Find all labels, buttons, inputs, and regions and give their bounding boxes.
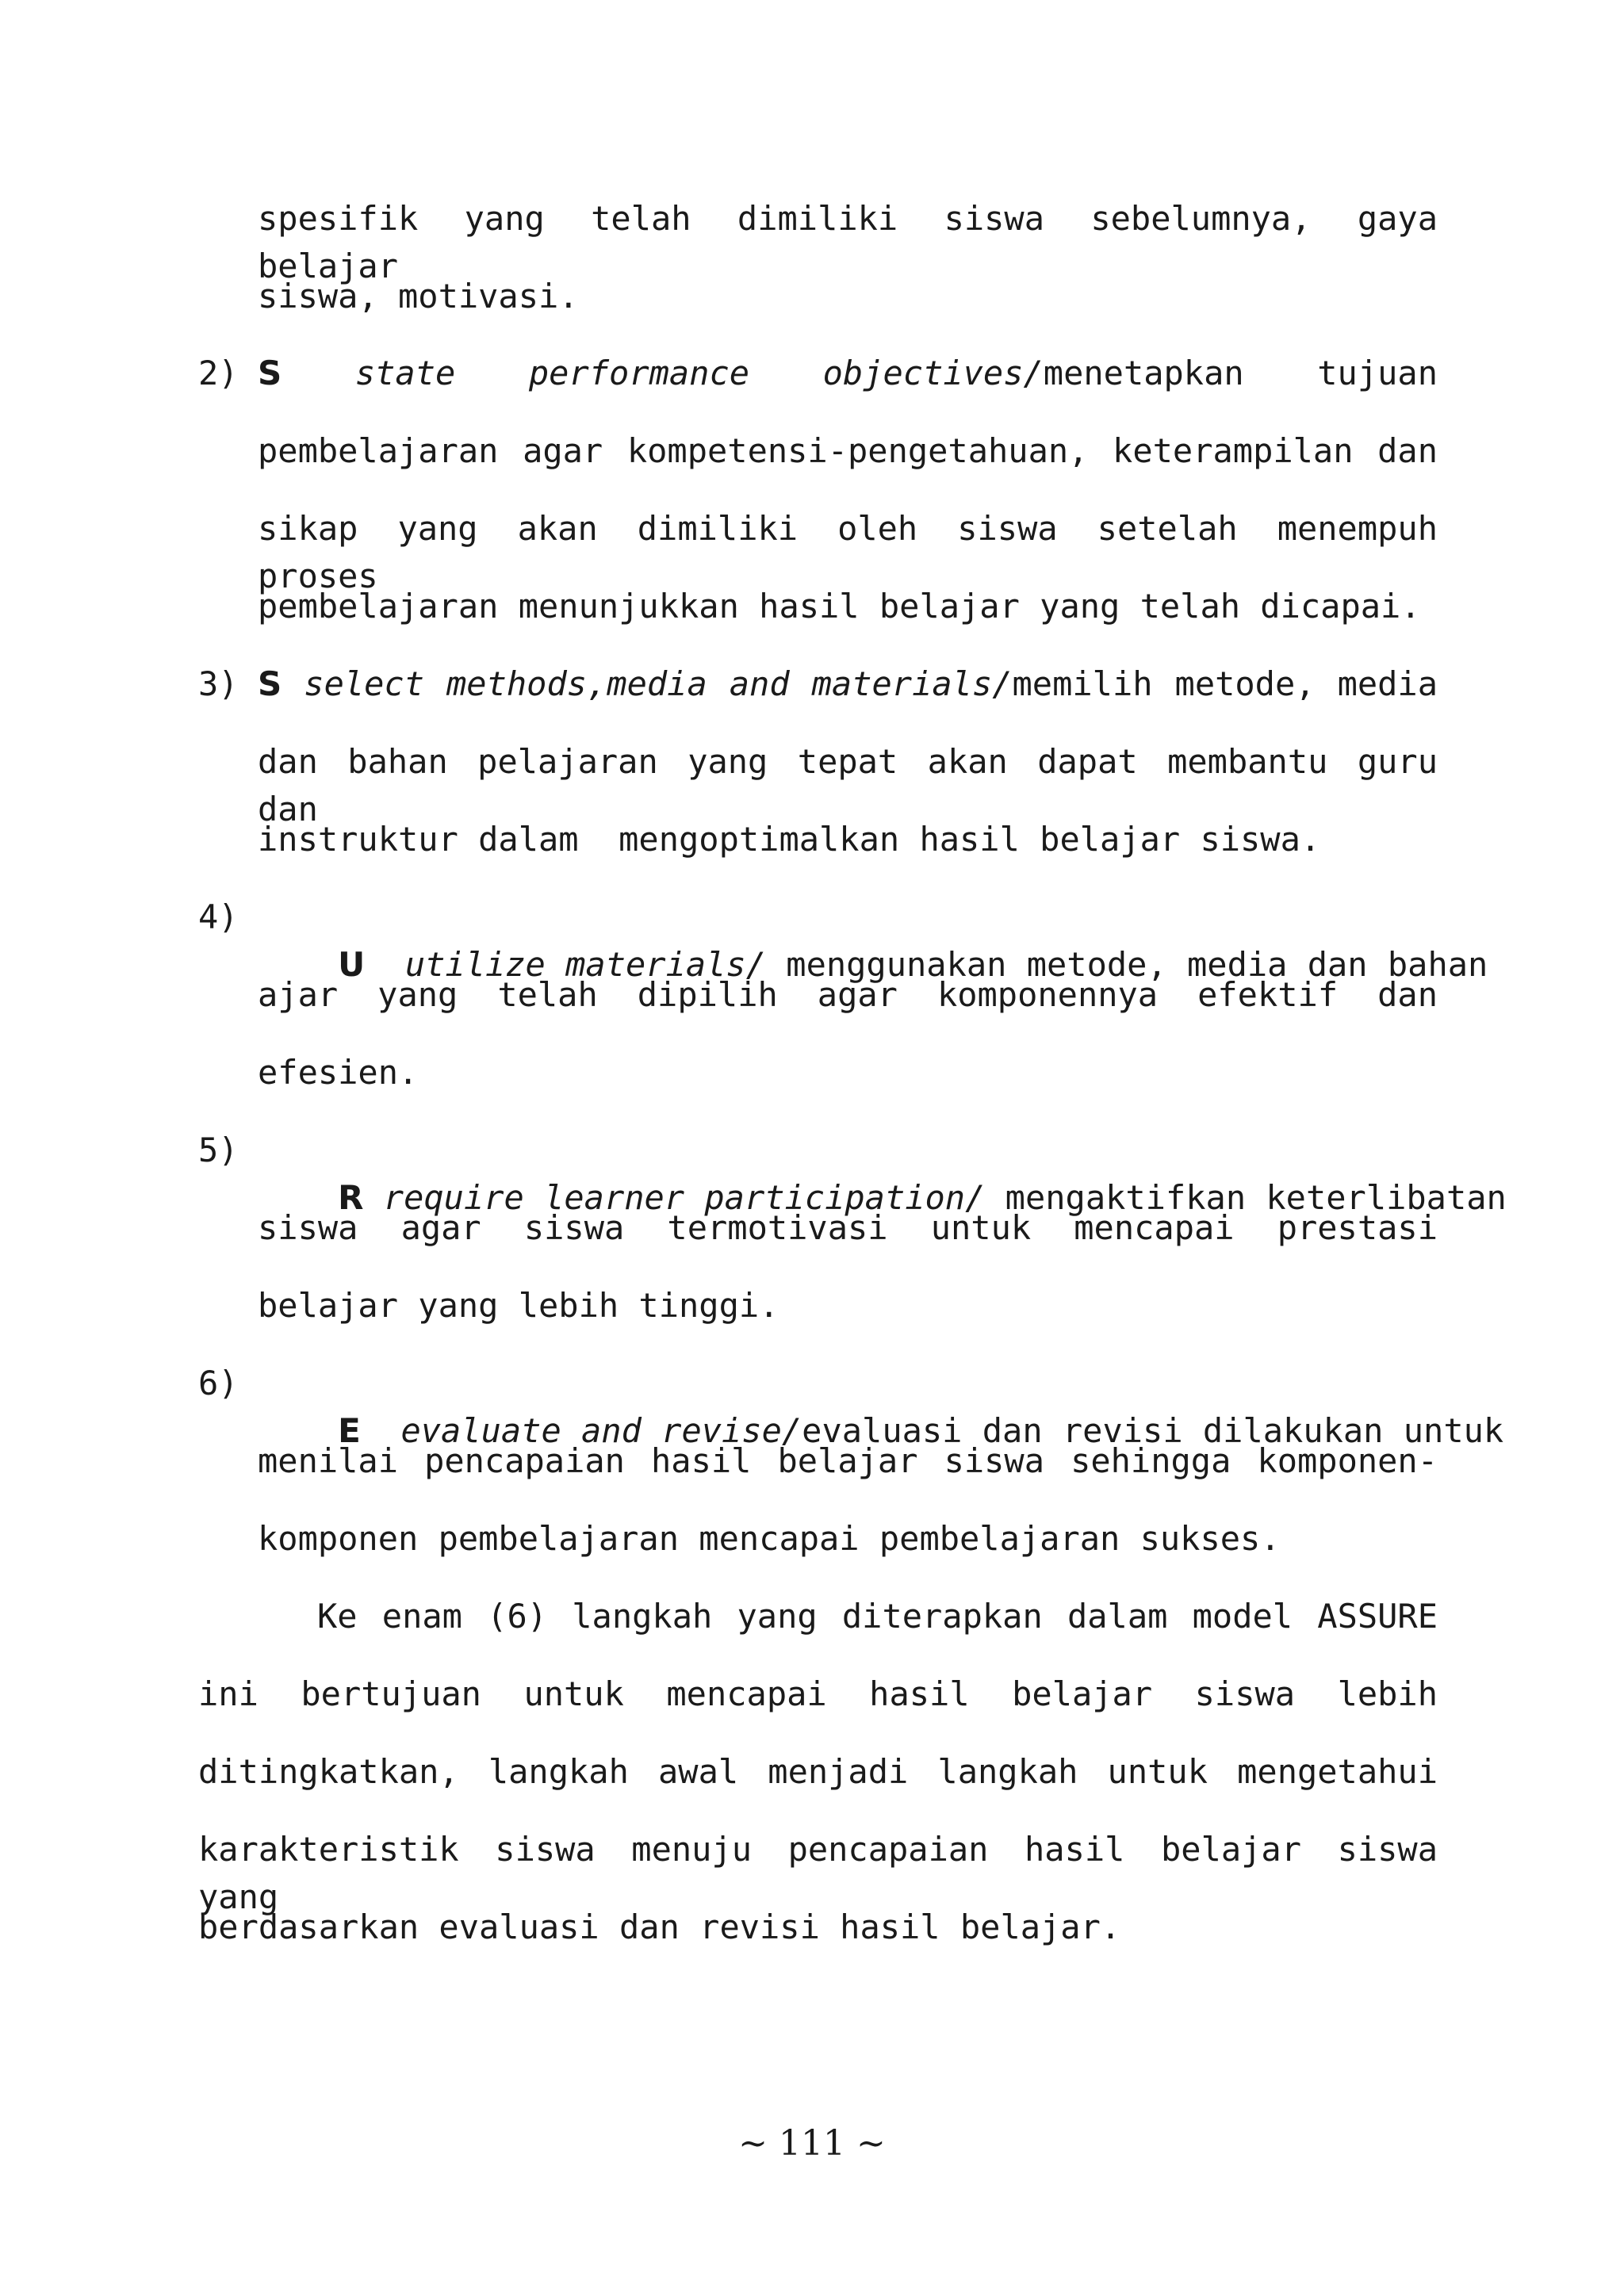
list-item-line: dan bahan pelajaran yang tepat akan dapat membantu guru dan bbox=[258, 742, 1438, 828]
list-item-number: 4) bbox=[198, 897, 239, 936]
paragraph-line: berdasarkan evaluasi dan revisi hasil belajar. bbox=[198, 1908, 1121, 1946]
list-item-description: memilih metode, media bbox=[1012, 664, 1438, 703]
list-item-number: 6) bbox=[198, 1364, 239, 1402]
list-item-line: pembelajaran menunjukkan hasil belajar yang telah dicapai. bbox=[258, 587, 1421, 626]
list-item-heading bbox=[258, 660, 1438, 708]
paragraph-line: ditingkatkan, langkah awal menjadi langkah untuk mengetahui bbox=[198, 1752, 1438, 1791]
list-item-term: require learner participation/ bbox=[383, 1178, 986, 1217]
list-item-line: efesien. bbox=[258, 1053, 419, 1092]
page-number: ~ 111 ~ bbox=[738, 2123, 886, 2164]
continuation-line: siswa, motivasi. bbox=[258, 277, 579, 316]
list-item-term: evaluate and revise/ bbox=[400, 1411, 802, 1450]
list-item-description: mengaktifkan keterlibatan bbox=[985, 1178, 1507, 1217]
list-item-line: menilai pencapaian hasil belajar siswa sehingga komponen- bbox=[258, 1441, 1438, 1480]
list-item-term: select methods,media and materials/ bbox=[304, 664, 1013, 703]
list-item-number: 5) bbox=[198, 1131, 239, 1169]
list-item-heading bbox=[258, 350, 1438, 397]
list-item-letter: U bbox=[338, 945, 366, 984]
list-item-number: 3) bbox=[198, 664, 239, 703]
list-item-term: state performance objectives/ bbox=[354, 354, 1044, 392]
paragraph-line: Ke enam (6) langkah yang diterapkan dalam model ASSURE bbox=[317, 1597, 1438, 1636]
list-item-description: menetapkan tujuan bbox=[1043, 354, 1438, 392]
list-item-description: evaluasi dan revisi dilakukan untuk bbox=[802, 1411, 1504, 1450]
list-item-line: komponen pembelajaran mencapai pembelajaran sukses. bbox=[258, 1519, 1281, 1558]
list-item-description: menggunakan metode, media dan bahan bbox=[766, 945, 1488, 984]
list-item-letter: S bbox=[258, 354, 282, 392]
list-item-line: belajar yang lebih tinggi. bbox=[258, 1286, 779, 1325]
list-item-line: ajar yang telah dipilih agar komponennya efektif dan bbox=[258, 975, 1438, 1014]
paragraph-line: ini bertujuan untuk mencapai hasil belajar siswa lebih bbox=[198, 1674, 1438, 1713]
paragraph-line: karakteristik siswa menuju pencapaian hasil belajar siswa yang bbox=[198, 1830, 1438, 1916]
list-item-line: pembelajaran agar kompetensi-pengetahuan, keterampilan dan bbox=[258, 431, 1438, 470]
list-item-number: 2) bbox=[198, 354, 239, 392]
list-item-line: sikap yang akan dimiliki oleh siswa setelah menempuh proses bbox=[258, 509, 1438, 595]
list-item-letter: E bbox=[338, 1411, 361, 1450]
continuation-line: spesifik yang telah dimiliki siswa sebelumnya, gaya belajar bbox=[258, 199, 1438, 285]
list-item-letter: R bbox=[338, 1178, 364, 1217]
list-item-line: siswa agar siswa termotivasi untuk mencapai prestasi bbox=[258, 1208, 1438, 1247]
list-item-term: utilize materials/ bbox=[404, 945, 766, 984]
list-item-line: instruktur dalam mengoptimalkan hasil belajar siswa. bbox=[258, 820, 1321, 859]
list-item-letter: S bbox=[258, 664, 282, 703]
